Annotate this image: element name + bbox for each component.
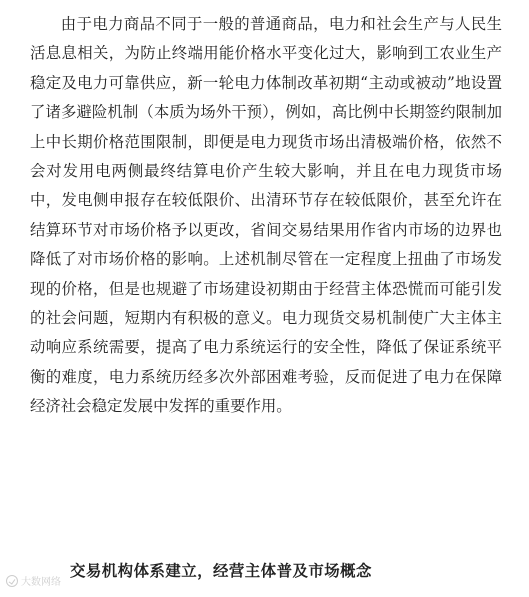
- watermark-text: 大数网络: [21, 577, 61, 588]
- watermark: [6, 573, 61, 588]
- section-heading: 交易机构体系建立，经营主体普及市场概念: [70, 562, 372, 580]
- watermark-logo-icon: [6, 575, 18, 587]
- body-paragraph: 由于电力商品不同于一般的普通商品，电力和社会生产与人民生活息息相关，为防止终端用能价格水平变化过大，影响到工农业生产稳定及电力可靠供应，新一轮电力体制改革初期“主动或被动”地设置了诸多避险机制（本质为场外干预），例如，高比例中长期签约限制加上中长期价格范围限制，即便是电力现货市场出清极端价格，依然不会对发用电两侧最终结算电价产生较大影响，并且在电力现货市场中，发电侧申报存在较低限价、出清环节存在较低限价，甚至允许在结算环节对市场价格予以更改，省间交易结果用作省内市场的边界也降低了对市场价格的影响。上述机制尽管在一定程度上扭曲了市场发现的价格，但是也规避了市场建设初期由于经营主体恐慌而可能引发的社会问题，短期内有积极的意义。电力现货交易机制使广大主体主动响应系统需要，提高了电力系统运行的安全性，降低了保证系统平衡的难度，电力系统历经多次外部困难考验，反而促进了电力在保障经济社会稳定发展中发挥的重要作用。: [30, 15, 502, 416]
